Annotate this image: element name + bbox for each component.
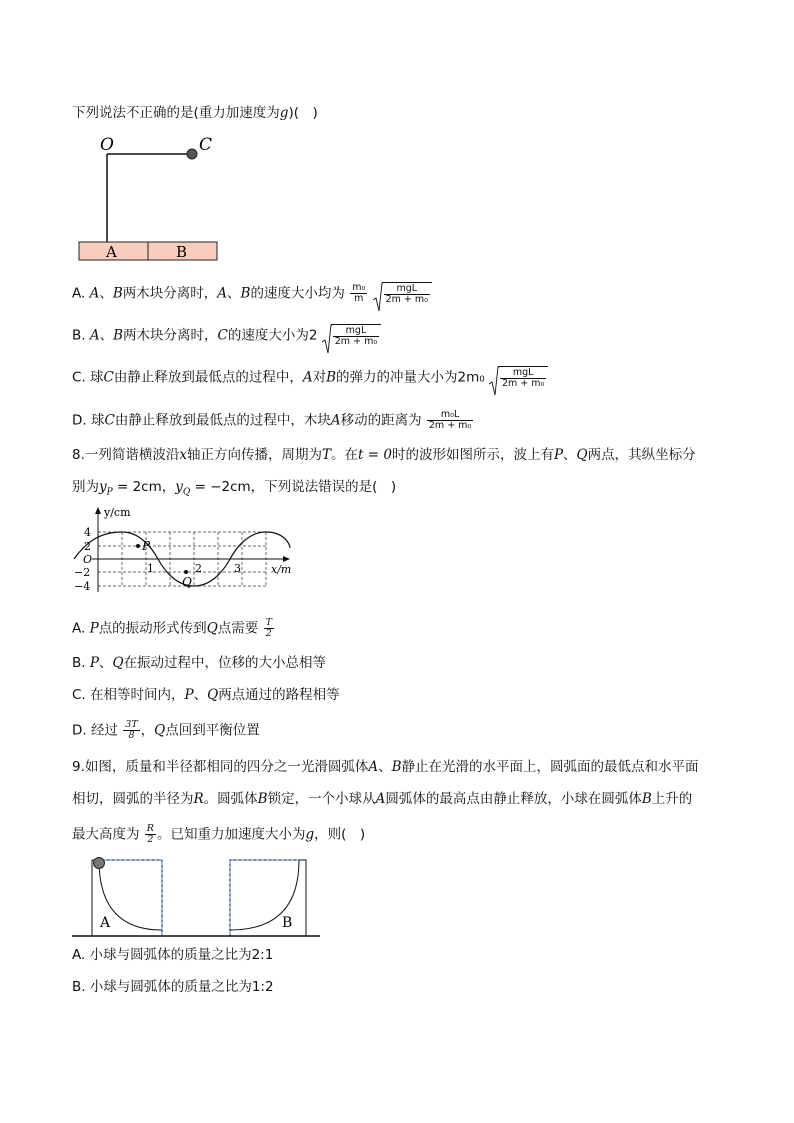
- q8-option-d: D. 经过 $\frac{3T}{8}$ ，Q点回到平衡位置: [72, 719, 260, 741]
- q8-option-c: C. 在相等时间内，P、Q两点通过的路程相等: [72, 687, 340, 703]
- block-b-label: B: [176, 243, 188, 261]
- label-a: A: [100, 915, 111, 931]
- q7-figure: [72, 132, 232, 264]
- y-tick-2: 2: [84, 540, 91, 553]
- q7-intro: 下列说法不正确的是(重力加速度为g)( ): [72, 105, 318, 121]
- x-axis-arrow: [283, 556, 290, 562]
- x-axis-label: x/m: [271, 563, 292, 576]
- q9-option-a: A. 小球与圆弧体的质量之比为2:1: [72, 947, 274, 963]
- q8-option-b: B. P、Q在振动过程中，位移的大小总相等: [72, 655, 327, 671]
- y-tick-neg2: −2: [74, 566, 91, 579]
- y-axis-arrow: [95, 507, 101, 514]
- label-b: B: [282, 915, 293, 931]
- x-tick-1: 1: [147, 562, 154, 575]
- q8-stem-line2: 别为$y_P = 2cm$，$y_Q = -2cm$，下列说法错误的是( ): [72, 479, 397, 498]
- ball: [94, 858, 105, 869]
- block-a-label: A: [106, 243, 117, 261]
- q9-figure: [70, 854, 322, 940]
- point-p-label: P: [142, 539, 151, 553]
- q7-option-c: C. 球C由静止释放到最低点的过程中，A对B的弹力的冲量大小为2m₀ $\frac{\text{mgL}}{\text{2m + m₀}}$: [72, 366, 548, 389]
- point-q-label: Q: [182, 575, 192, 589]
- y-tick-origin: O: [83, 553, 93, 566]
- point-p: [136, 544, 140, 548]
- y-axis-label: y/cm: [104, 506, 131, 519]
- q8-stem-line1: 8.一列简谐横波沿x轴正方向传播，周期为T。在t = 0时的波形如图所示，波上有P、Q两点，其纵坐标分: [72, 447, 696, 463]
- y-tick-neg4: −4: [74, 580, 91, 593]
- q7-option-a: A. A、B两木块分离时，A、B的速度大小均为 $\frac{\text{m₀}}{m}$ $\frac{\text{mgL}}{\text{2m + m₀}}$: [72, 282, 432, 305]
- q9-option-b: B. 小球与圆弧体的质量之比为1:2: [72, 979, 274, 995]
- q8-wave-figure: [66, 500, 306, 600]
- label-c: C: [199, 135, 213, 155]
- label-o: O: [100, 135, 114, 155]
- x-tick-3: 3: [234, 562, 241, 575]
- q9-stem-line1: 9.如图，质量和半径都相同的四分之一光滑圆弧体A、B静止在光滑的水平面上，圆弧面的最低点和水平面: [72, 759, 699, 775]
- q9-stem-line2: 相切，圆弧的半径为R。圆弧体B锁定，一个小球从A圆弧体的最高点由静止释放，小球在圆弧体B上升的: [72, 791, 693, 807]
- arc-block-b: [230, 860, 306, 936]
- x-tick-2: 2: [195, 562, 202, 575]
- q7-option-d: D. 球C由静止释放到最低点的过程中，木块A移动的距离为 $\frac{\text{m₀L}}{\text{2m + m₀}}$: [72, 409, 472, 431]
- q7-option-b: B. A、B两木块分离时，C的速度大小为2 $\frac{\text{mgL}}{\text{2m + m₀}}$: [72, 324, 381, 347]
- ball-c: [187, 149, 197, 159]
- q9-stem-line3: 最大高度为 $\frac{R}{2}$ 。已知重力加速度大小为g，则( ): [72, 823, 366, 845]
- point-q: [184, 570, 188, 574]
- y-tick-4: 4: [84, 526, 91, 539]
- q8-option-a: A. P点的振动形式传到Q点需要 $\frac{T}{2}$: [72, 617, 272, 639]
